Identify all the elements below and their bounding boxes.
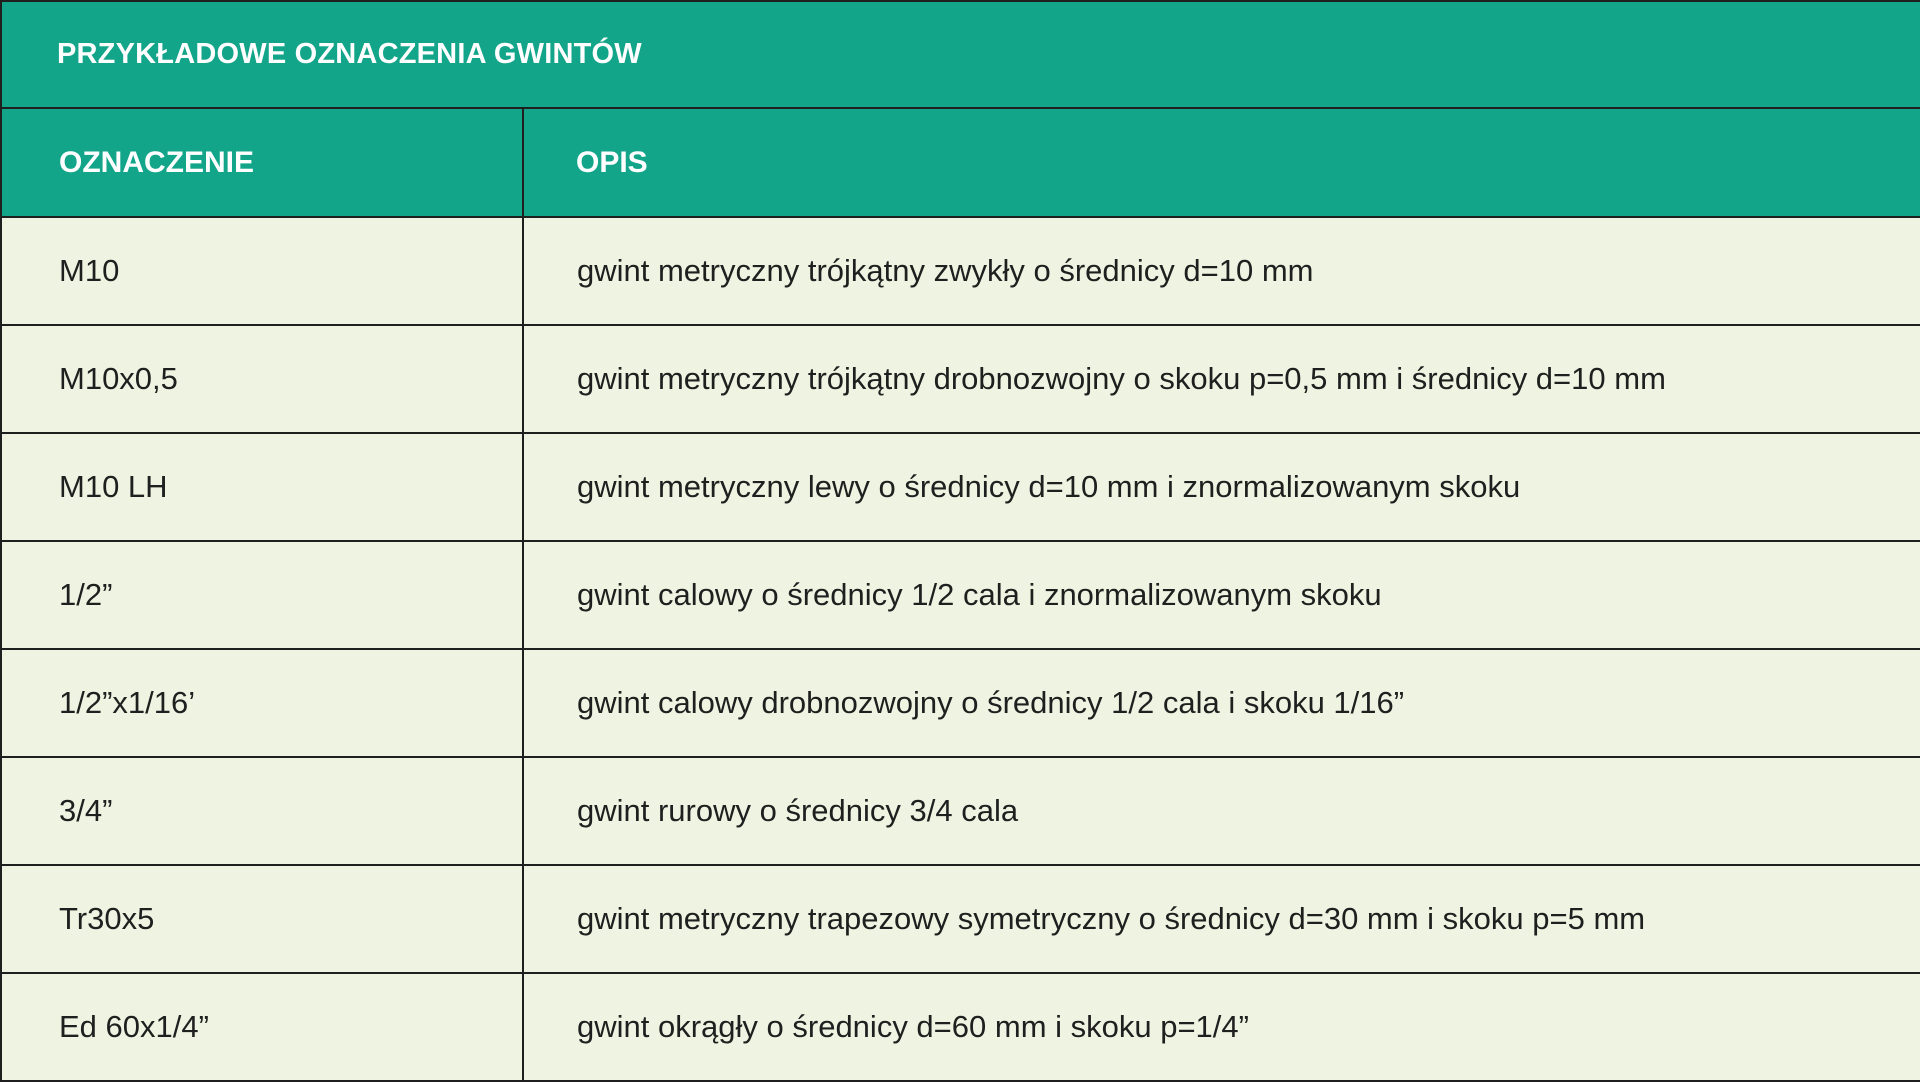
description-cell: gwint metryczny lewy o średnicy d=10 mm i znormalizowanym skoku <box>523 433 1920 541</box>
designation-cell: 1/2”x1/16’ <box>1 649 523 757</box>
designation-cell: M10 <box>1 217 523 325</box>
designation-cell: Ed 60x1/4” <box>1 973 523 1081</box>
table-row <box>1 541 1920 649</box>
designation-cell: 3/4” <box>1 757 523 865</box>
designation-cell: M10x0,5 <box>1 325 523 433</box>
description-cell: gwint rurowy o średnicy 3/4 cala <box>523 757 1920 865</box>
table-title-row <box>1 1 1920 108</box>
table-row <box>1 217 1920 325</box>
table-title: PRZYKŁADOWE OZNACZENIA GWINTÓW <box>1 1 1920 108</box>
description-cell: gwint metryczny trapezowy symetryczny o średnicy d=30 mm i skoku p=5 mm <box>523 865 1920 973</box>
table-row <box>1 973 1920 1081</box>
table-row <box>1 433 1920 541</box>
column-header-description: OPIS <box>523 108 1920 217</box>
designation-cell: M10 LH <box>1 433 523 541</box>
designation-cell: 1/2” <box>1 541 523 649</box>
designation-cell: Tr30x5 <box>1 865 523 973</box>
description-cell: gwint calowy o średnicy 1/2 cala i znormalizowanym skoku <box>523 541 1920 649</box>
column-header-designation: OZNACZENIE <box>1 108 523 217</box>
table-row <box>1 865 1920 973</box>
description-cell: gwint calowy drobnozwojny o średnicy 1/2 cala i skoku 1/16” <box>523 649 1920 757</box>
description-cell: gwint okrągły o średnicy d=60 mm i skoku p=1/4” <box>523 973 1920 1081</box>
description-cell: gwint metryczny trójkątny drobnozwojny o skoku p=0,5 mm i średnicy d=10 mm <box>523 325 1920 433</box>
description-cell: gwint metryczny trójkątny zwykły o średnicy d=10 mm <box>523 217 1920 325</box>
table-header-row <box>1 108 1920 217</box>
table-row <box>1 325 1920 433</box>
table-row <box>1 757 1920 865</box>
table-row <box>1 649 1920 757</box>
